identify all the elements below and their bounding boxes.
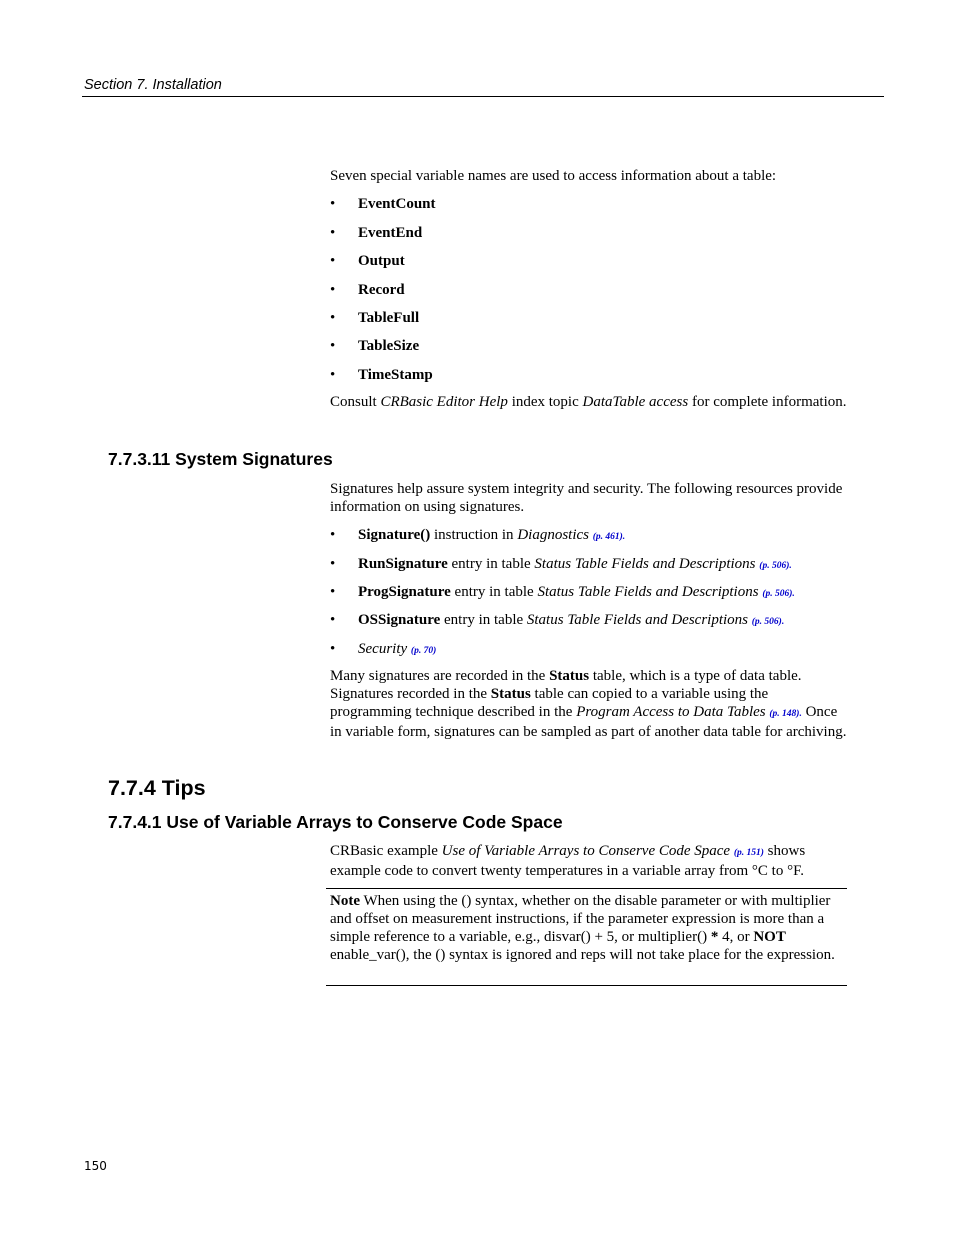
item-label: TimeStamp bbox=[358, 367, 433, 383]
note-box: Note When using the () syntax, whether on the disable parameter or with multiplier and offset on measurement instructions, if the parameter expression is more than a simple reference to a variable, e.g., disvar() + 5, or multiplier() * 4, or NOT enable_var(), the () syntax is ignored and reps will not take place for the expression. bbox=[330, 893, 835, 963]
intro-paragraph bbox=[330, 167, 847, 185]
signatures-paragraph: Signatures help assure system integrity and security. The following resources provide information on using signatures. bbox=[330, 481, 843, 515]
tips-paragraph: CRBasic example Use of Variable Arrays to Conserve Code Space (p. 151) shows example code to convert twenty temperatures in a variable array from °C to °F. bbox=[330, 843, 806, 879]
signatures-paragraph-2: Many signatures are recorded in the Status table, which is a type of data table. Signatures recorded in the Status table can copied to a variable using the programming technique described in the Program Access to Data Tables (p. 148). Once in variable form, signatures can be sampled as part of another data table for archiving. bbox=[330, 668, 847, 740]
running-header: Section 7. Installation bbox=[84, 77, 222, 93]
page-number: 150 bbox=[84, 1159, 107, 1173]
section-heading: 7.7.3.11 System Signatures bbox=[108, 449, 333, 469]
intro-text: Seven special variable names are used to access information about a table: bbox=[330, 168, 777, 184]
consult-paragraph: Consult CRBasic Editor Help index topic DataTable access for complete information. bbox=[330, 394, 847, 410]
page-reference-link[interactable]: (p. 506). bbox=[759, 561, 792, 571]
note-label: Note bbox=[330, 893, 360, 909]
page-reference-link[interactable]: (p. 148). bbox=[769, 709, 802, 719]
item-label: Record bbox=[358, 282, 405, 298]
page-reference-link[interactable]: (p. 151) bbox=[733, 848, 764, 858]
section-heading: 7.7.4 Tips bbox=[108, 776, 206, 800]
item-label: Output bbox=[358, 253, 405, 269]
note-top-rule bbox=[326, 888, 847, 889]
note-bottom-rule bbox=[326, 985, 847, 986]
page-reference-link[interactable]: (p. 506). bbox=[762, 589, 795, 599]
item-label: TableFull bbox=[358, 310, 420, 326]
item-label: EventEnd bbox=[358, 225, 423, 241]
subsection-heading: 7.7.4.1 Use of Variable Arrays to Conserve Code Space bbox=[108, 812, 563, 832]
item-label: TableSize bbox=[358, 338, 420, 354]
item-label: EventCount bbox=[358, 196, 436, 212]
page-reference-link[interactable]: (p. 70) bbox=[410, 646, 437, 656]
page-reference-link[interactable]: (p. 461). bbox=[592, 532, 626, 542]
header-rule bbox=[82, 96, 884, 97]
page-reference-link[interactable]: (p. 506). bbox=[751, 617, 785, 627]
